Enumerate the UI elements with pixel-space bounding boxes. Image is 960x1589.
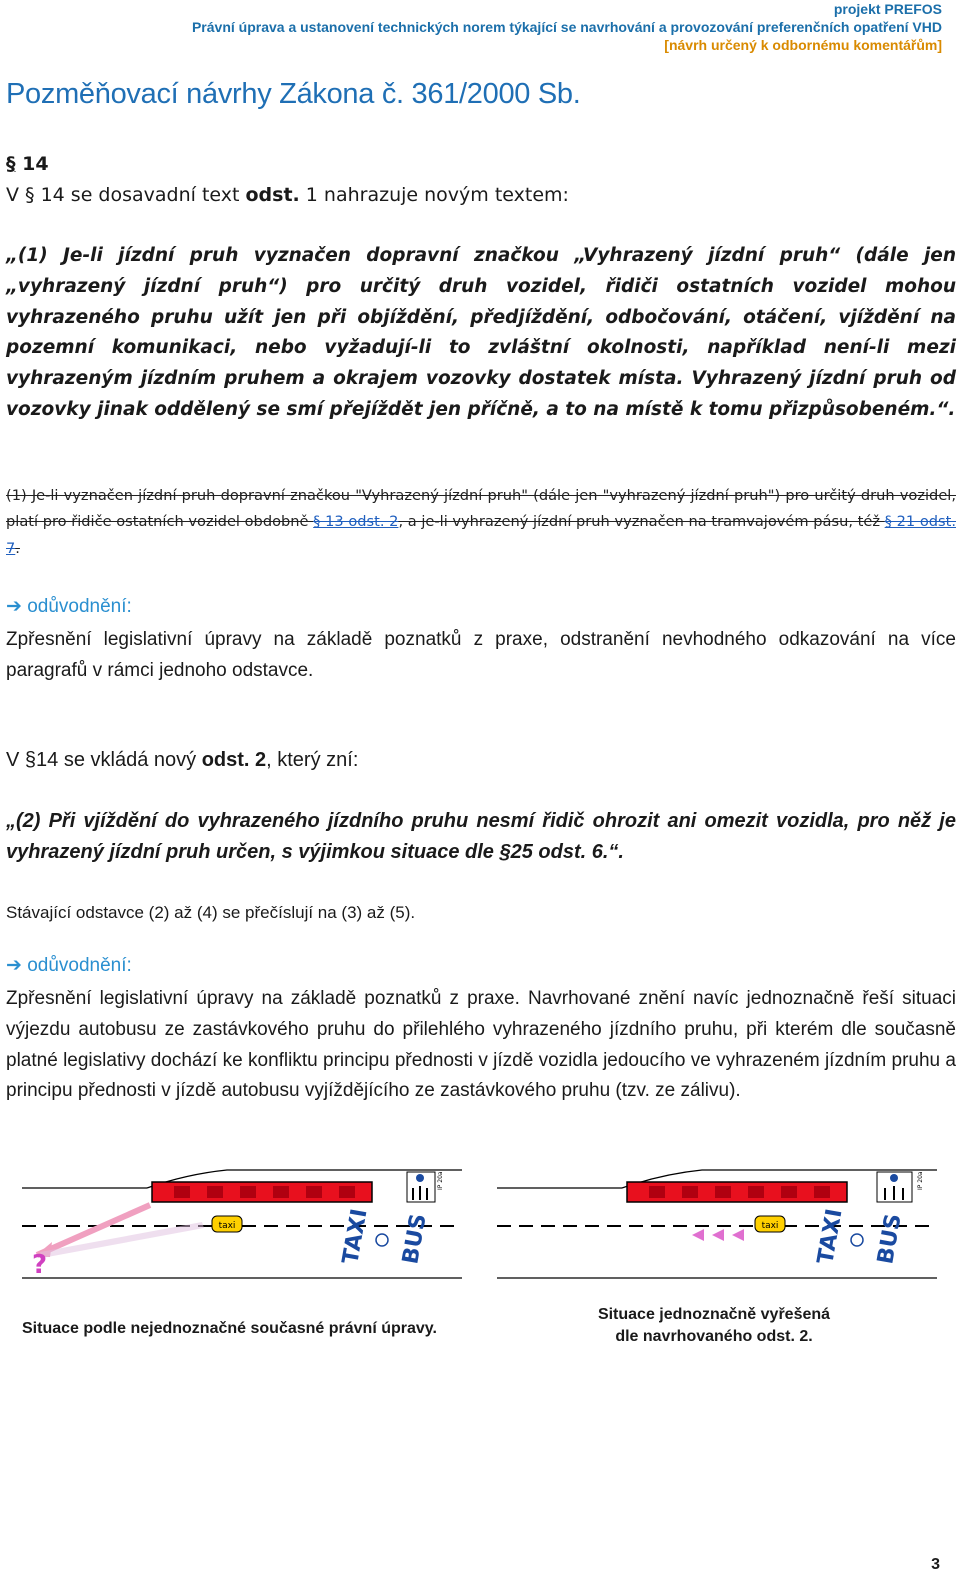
insert-end: , který zní:: [266, 749, 359, 771]
insert-bold: odst. 2: [201, 749, 267, 771]
section-mark: §: [6, 153, 16, 175]
taxi-label-right: taxi: [761, 1221, 779, 1231]
question-mark: ?: [32, 1250, 48, 1280]
section-number: [6, 153, 49, 175]
reasoning-text-2: Zpřesnění legislativní úpravy na základě poznatků z praxe. Navrhované znění navíc jednoznačně řeší situaci výjezdu autobusu ze zastávkového pruhu do přilehlého vyhrazeného jízdního pruhu, při kterém dle současně platné legislativy dochází ke konfliktu principu přednosti v jízdě vozidla jedoucího ve vyhrazeném jízdním pruhu a principu přednosti v jízdě autobusu vyjíždějícího ze zastávkového pruhu (tzv. ze zálivu).: [6, 988, 956, 1102]
old-text-part2: , a je-li vyhrazený jízdní pruh vyznačen na tramvajovém pásu, též: [398, 513, 885, 531]
header-note: [návrh určený k odbornému komentářům]: [664, 37, 942, 53]
link-13-odst-2[interactable]: § 13 odst. 2: [313, 513, 399, 531]
header-project: projekt PREFOS: [833, 1, 942, 17]
new-paragraph-1: „(1) Je-li jízdní pruh vyznačen dopravní značkou „Vyhrazený jízdní pruh“ (dále jen „vyhrazený jízdní pruh“) pro určitý druh vozidel, řidiči ostatních vozidel mohou vyhrazeného pruhu užít jen při objíždění, předjíždění, odbočování, otáčení, vjíždění na pozemní komunikaci, nebo vyžadují-li to zvláštní okolnosti, například není-li mezi vyhrazeným jízdním pruhem a okrajem vozovky dostatek místa. Vyhrazený jízdní pruh od vozovky jinak oddělený se smí přejíždět jen příčně, a to na místě k tomu přizpůsobeném.“.: [6, 245, 956, 420]
insert-instruction: [6, 745, 956, 776]
caption-right-line2: dle navrhovaného odst. 2.: [615, 1328, 813, 1345]
header-subtitle: Právní úprava a ustanovení technických norem týkající se navrhování a provozování preferenčních opatření VHD: [191, 19, 942, 35]
caption-right-line1: Situace jednoznačně vyřešená: [597, 1306, 831, 1323]
taxi-label-left: taxi: [218, 1221, 236, 1231]
reasoning-label: odůvodnění:: [27, 955, 132, 976]
figure-left: [22, 1160, 462, 1285]
figure-right: [497, 1160, 937, 1285]
page-title: Pozměňovací návrhy Zákona č. 361/2000 Sb.: [6, 78, 581, 110]
intro-end: 1 nahrazuje novým textem:: [299, 184, 569, 206]
removed-paragraph-1: [6, 483, 956, 562]
old-text-part3: .: [15, 539, 20, 557]
page-number: 3: [931, 1556, 940, 1573]
section-number-value: 14: [22, 153, 49, 175]
sign-code-right: IP 20a: [917, 1171, 924, 1190]
insert-start: V §14 se vkládá nový: [6, 749, 202, 771]
intro-bold: odst.: [245, 184, 300, 206]
new-paragraph-2: „(2) Při vjíždění do vyhrazeného jízdního pruhu nesmí řidič ohrozit ani omezit vozidla, pro něž je vyhrazený jízdní pruh určen, s výjimkou situace dle §25 odst. 6.“.: [6, 810, 956, 863]
reasoning-text-1: Zpřesnění legislativní úpravy na základě poznatků z praxe, odstranění nevhodného odkazování na více paragrafů v rámci jednoho odstavce.: [6, 629, 956, 681]
figure-caption-left: Situace podle nejednoznačné současné právní úpravy.: [22, 1320, 437, 1337]
link-21-odst-7[interactable]: § 21 odst. 7: [6, 513, 956, 557]
intro-start: V § 14 se dosavadní text: [6, 184, 246, 206]
lane-text-taxi-left: TAXI: [338, 1207, 373, 1267]
section-intro: [6, 184, 569, 206]
arrow-right-icon: ➔: [6, 596, 22, 617]
reasoning-heading-2: [6, 954, 132, 977]
lane-text-taxi-right: TAXI: [813, 1207, 848, 1267]
lane-text-bus-left: BUS: [398, 1211, 432, 1267]
old-text-part1: (1) Je-li vyznačen jízdní pruh dopravní značkou "Vyhrazený jízdní pruh" (dále jen "vyhrazený jízdní pruh") pro určitý druh vozidel, platí pro řidiče ostatních vozidel obdobně: [6, 487, 956, 531]
renumber-note: Stávající odstavce (2) až (4) se přečíslují na (3) až (5).: [6, 903, 416, 922]
sign-code-left: IP 20a: [437, 1171, 444, 1190]
reasoning-heading-1: [6, 595, 132, 618]
reasoning-label: odůvodnění:: [27, 596, 132, 617]
figure-caption-right: [580, 1304, 848, 1348]
lane-text-bus-right: BUS: [873, 1211, 907, 1267]
arrow-right-icon: ➔: [6, 955, 22, 976]
